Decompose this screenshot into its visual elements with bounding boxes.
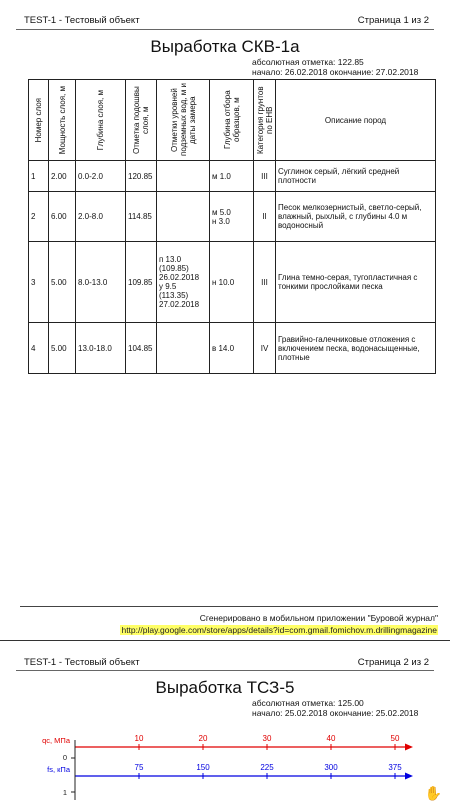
- cell-layer-number: 1: [29, 161, 49, 192]
- axis-arrow-1: [405, 773, 413, 780]
- table-row: [29, 242, 436, 323]
- table-header-row: [29, 80, 436, 161]
- cell-bottom-mark: 120.85: [126, 161, 157, 192]
- cell-layer-number: 3: [29, 242, 49, 323]
- cell-layer-number: 4: [29, 323, 49, 374]
- cell-depth-range: 13.0-18.0: [76, 323, 126, 374]
- cell-description: Гравийно-галечниковые отложения с включением песка, водонасыщенные, плотные: [276, 323, 436, 374]
- axis-label-1: fs, кПа: [47, 765, 70, 774]
- cell-sampling-depth: н 10.0: [210, 242, 254, 323]
- app-store-link[interactable]: http://play.google.com/store/apps/details?id=com.gmail.fomichov.m.drillingmagazine: [121, 625, 437, 635]
- footer-divider: [20, 606, 438, 607]
- tick-label: 300: [324, 763, 338, 772]
- generated-note: Сгенерировано в мобильном приложении "Буровой журнал": [199, 613, 438, 623]
- cell-soil-category: III: [254, 242, 276, 323]
- cell-description: Суглинок серый, лёгкий средней плотности: [276, 161, 436, 192]
- page-separator: [0, 640, 450, 641]
- cell-sampling-depth: м 1.0: [210, 161, 254, 192]
- tick-label: 40: [326, 734, 336, 743]
- well-meta: [252, 57, 418, 77]
- cell-groundwater: [157, 192, 210, 242]
- cell-thickness: 5.00: [49, 242, 76, 323]
- axis-label-0: qc, МПа: [42, 736, 70, 745]
- cell-thickness: 5.00: [49, 323, 76, 374]
- cell-groundwater: [157, 161, 210, 192]
- col-header-sampling-depth: Глубина отбора образцов, м: [210, 80, 254, 161]
- col-header-soil-category: Категория грунтов по ЕНВ: [254, 80, 276, 161]
- cell-sampling-depth: м 5.0 н 3.0: [210, 192, 254, 242]
- depth-zero-label: 0: [62, 753, 67, 762]
- table-row: [29, 192, 436, 242]
- absolute-mark: абсолютная отметка: 122.85: [252, 57, 364, 67]
- layers-table: [28, 79, 436, 374]
- cpt-chart: [0, 650, 450, 800]
- pan-hand-icon[interactable]: ✋: [424, 785, 442, 801]
- page-number: Страница 1 из 2: [357, 15, 429, 26]
- cell-depth-range: 8.0-13.0: [76, 242, 126, 323]
- depth-tick-label: 1: [62, 788, 67, 797]
- cell-depth-range: 0.0-2.0: [76, 161, 126, 192]
- tick-label: 375: [388, 763, 402, 772]
- cell-thickness: 6.00: [49, 192, 76, 242]
- col-header-groundwater: Отметки уровней подземных вод, м и даты замера: [157, 80, 210, 161]
- cell-description: Глина темно-серая, тугопластичная с тонкими прослойками песка: [276, 242, 436, 323]
- tick-label: 75: [134, 763, 144, 772]
- col-header-bottom-mark: Отметка подошвы слоя, м: [126, 80, 157, 161]
- page-title: Выработка ТСЗ-5: [155, 678, 295, 697]
- col-header-thickness: Мощность слоя, м: [49, 80, 76, 161]
- axis-arrow-0: [405, 744, 413, 751]
- tick-label: 150: [196, 763, 210, 772]
- cell-groundwater: п 13.0 (109.85) 26.02.2018 у 9.5 (113.35) 27.02.2018: [157, 242, 210, 323]
- cell-bottom-mark: 109.85: [126, 242, 157, 323]
- probe-dates: начало: 25.02.2018 окончание: 25.02.2018: [252, 708, 419, 718]
- cell-thickness: 2.00: [49, 161, 76, 192]
- page-number: Страница 2 из 2: [357, 657, 429, 668]
- cell-sampling-depth: в 14.0: [210, 323, 254, 374]
- header-divider: [16, 29, 434, 30]
- cell-bottom-mark: 114.85: [126, 192, 157, 242]
- tick-label: 10: [134, 734, 144, 743]
- object-name: TEST-1 - Тестовый объект: [24, 657, 140, 668]
- object-name: TEST-1 - Тестовый объект: [24, 15, 140, 26]
- report-page-2: [0, 650, 450, 800]
- absolute-mark: абсолютная отметка: 125.00: [252, 698, 364, 708]
- tick-label: 20: [198, 734, 208, 743]
- page-header: [24, 15, 429, 26]
- col-header-description: Описание пород: [276, 80, 436, 161]
- cell-soil-category: II: [254, 192, 276, 242]
- col-header-layer-number: Номер слоя: [29, 80, 49, 161]
- cell-description: Песок мелкозернистый, светло-серый, влажный, рыхлый, с глубины 4.0 м водоносный: [276, 192, 436, 242]
- cell-groundwater: [157, 323, 210, 374]
- cell-soil-category: IV: [254, 323, 276, 374]
- cell-depth-range: 2.0-8.0: [76, 192, 126, 242]
- drilling-dates: начало: 26.02.2018 окончание: 27.02.2018: [252, 67, 419, 77]
- page-title: Выработка СКВ-1а: [150, 37, 300, 56]
- tick-label: 30: [262, 734, 272, 743]
- table-row: [29, 161, 436, 192]
- tick-label: 50: [390, 734, 400, 743]
- cell-bottom-mark: 104.85: [126, 323, 157, 374]
- table-row: [29, 323, 436, 374]
- cell-soil-category: III: [254, 161, 276, 192]
- cell-layer-number: 2: [29, 192, 49, 242]
- tick-label: 225: [260, 763, 274, 772]
- col-header-depth: Глубина слоя, м: [76, 80, 126, 161]
